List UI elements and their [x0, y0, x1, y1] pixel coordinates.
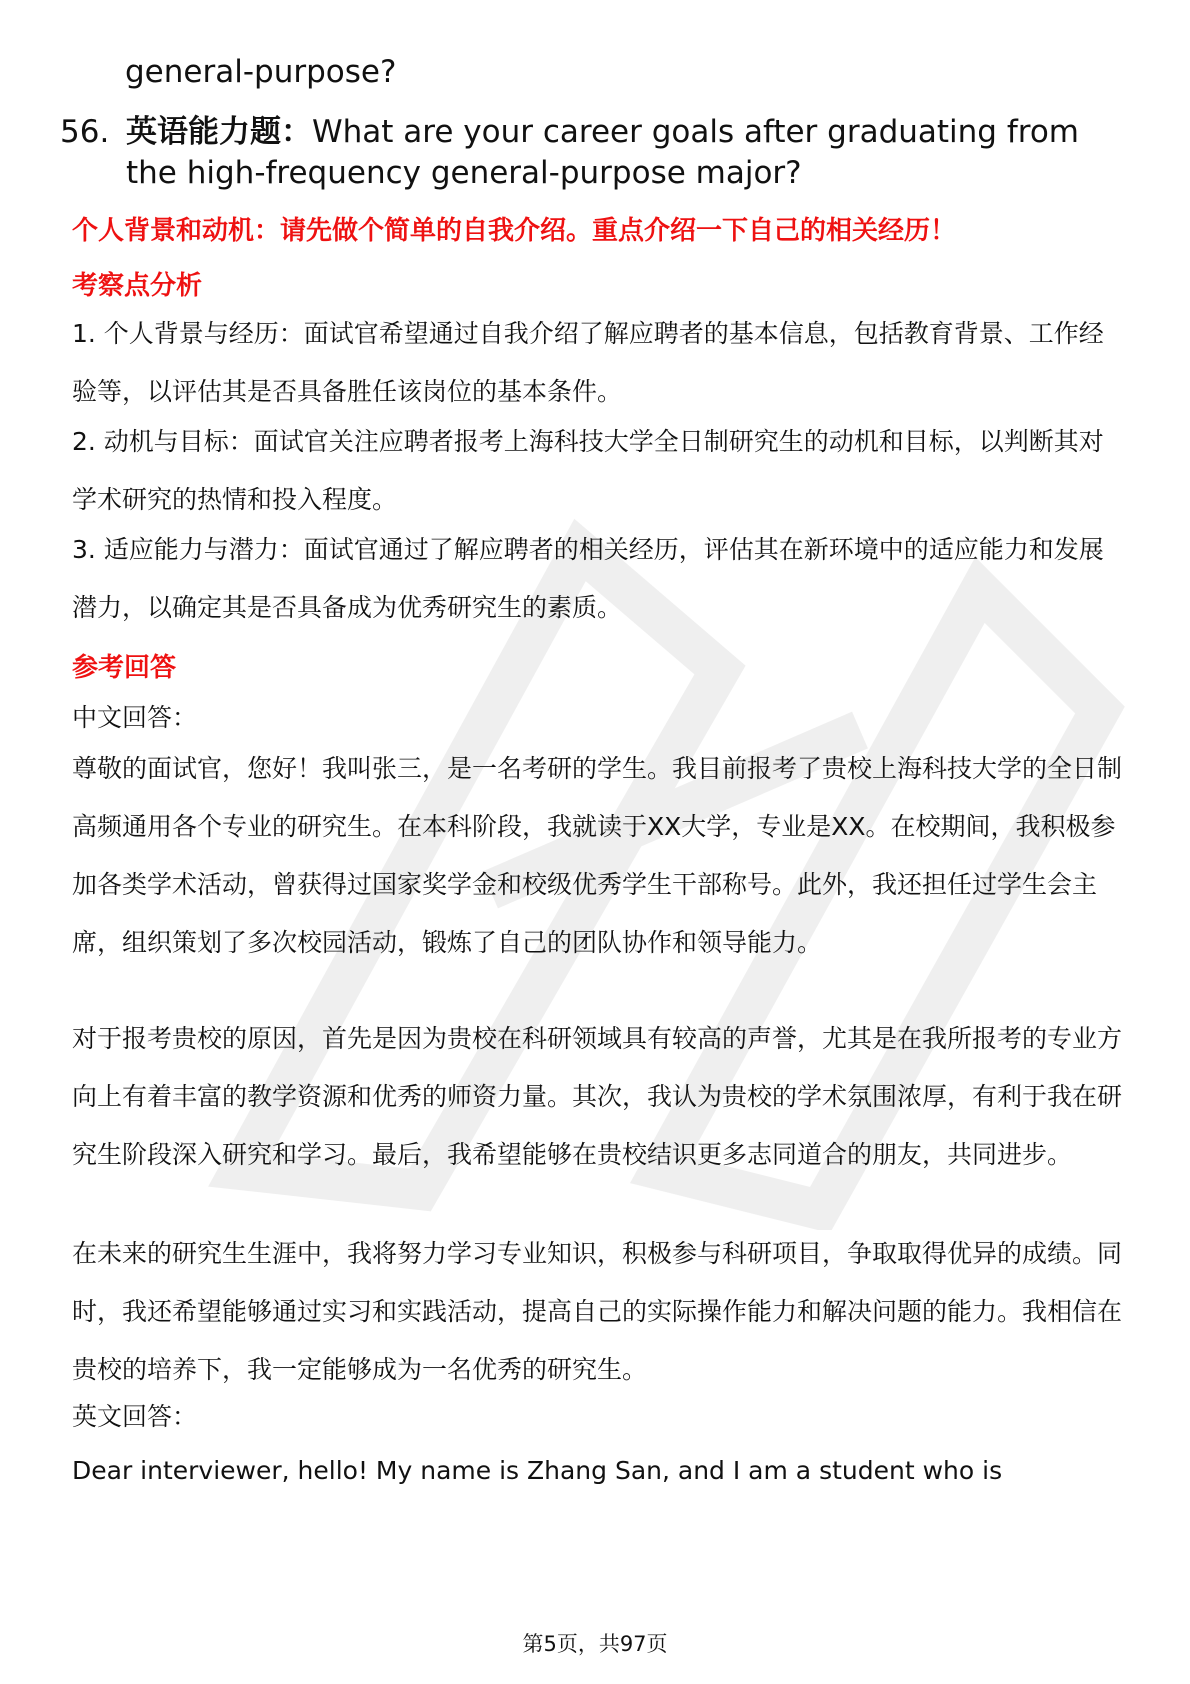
analysis-point-2: 3. 适应能力与潜力：面试官通过了解应聘者的相关经历，评估其在新环境中的适应能力和发展潜力，以确定其是否具备成为优秀研究生的素质。	[72, 535, 1104, 622]
chinese-paragraph-1: 尊敬的面试官，您好！我叫张三，是一名考研的学生。我目前报考了贵校上海科技大学的全日制高频通用各个专业的研究生。在本科阶段，我就读于XX大学，专业是XX。在校期间，我积极参加各类学术活动，曾获得过国家奖学金和校级优秀学生干部称号。此外，我还担任过学生会主席，组织策划了多次校园活动，锻炼了自己的团队协作和领导能力。	[72, 754, 1123, 957]
analysis-heading: 考察点分析	[72, 271, 203, 301]
analysis-point-2: 2. 动机与目标：面试官关注应聘者报考上海科技大学全日制研究生的动机和目标，以判断其对学术研究的热情和投入程度。	[72, 427, 1104, 514]
chinese-paragraph-3: 在未来的研究生生涯中，我将努力学习专业知识，积极参与科研项目，争取取得优异的成绩。同时，我还希望能够通过实习和实践活动，提高自己的实际操作能力和解决问题的能力。我相信在贵校的培养下，我一定能够成为一名优秀的研究生。	[72, 1239, 1123, 1384]
chinese-answer-label: 中文回答：	[72, 703, 198, 732]
english-answer-label: 英文回答：	[72, 1402, 198, 1431]
question-lead: 英语能力题：	[126, 114, 312, 150]
question-text: What are your career goals after graduating from the high-frequency general-purpose major?	[126, 114, 1079, 191]
previous-question-tail: general-purpose?	[125, 54, 397, 90]
chinese-paragraph-2: 对于报考贵校的原因，首先是因为贵校在科研领域具有较高的声誉，尤其是在我所报考的专业方向上有着丰富的教学资源和优秀的师资力量。其次，我认为贵校的学术氛围浓厚，有利于我在研究生阶段深入研究和学习。最后，我希望能够在贵校结识更多志同道合的朋友，共同进步。	[72, 1024, 1123, 1169]
analysis-point-1: 1. 个人背景与经历：面试官希望通过自我介绍了解应聘者的基本信息，包括教育背景、工作经验等，以评估其是否具备胜任该岗位的基本条件。	[72, 319, 1104, 406]
english-answer-start: Dear interviewer, hello! My name is Zhang San, and I am a student who is	[72, 1456, 1003, 1485]
question-number: 56.	[60, 114, 110, 150]
section-title: 个人背景和动机：请先做个简单的自我介绍。重点介绍一下自己的相关经历！	[72, 216, 957, 246]
question-56	[60, 112, 1120, 194]
reference-heading: 参考回答	[72, 653, 177, 683]
page-footer: 第5页，共97页	[522, 1632, 668, 1656]
